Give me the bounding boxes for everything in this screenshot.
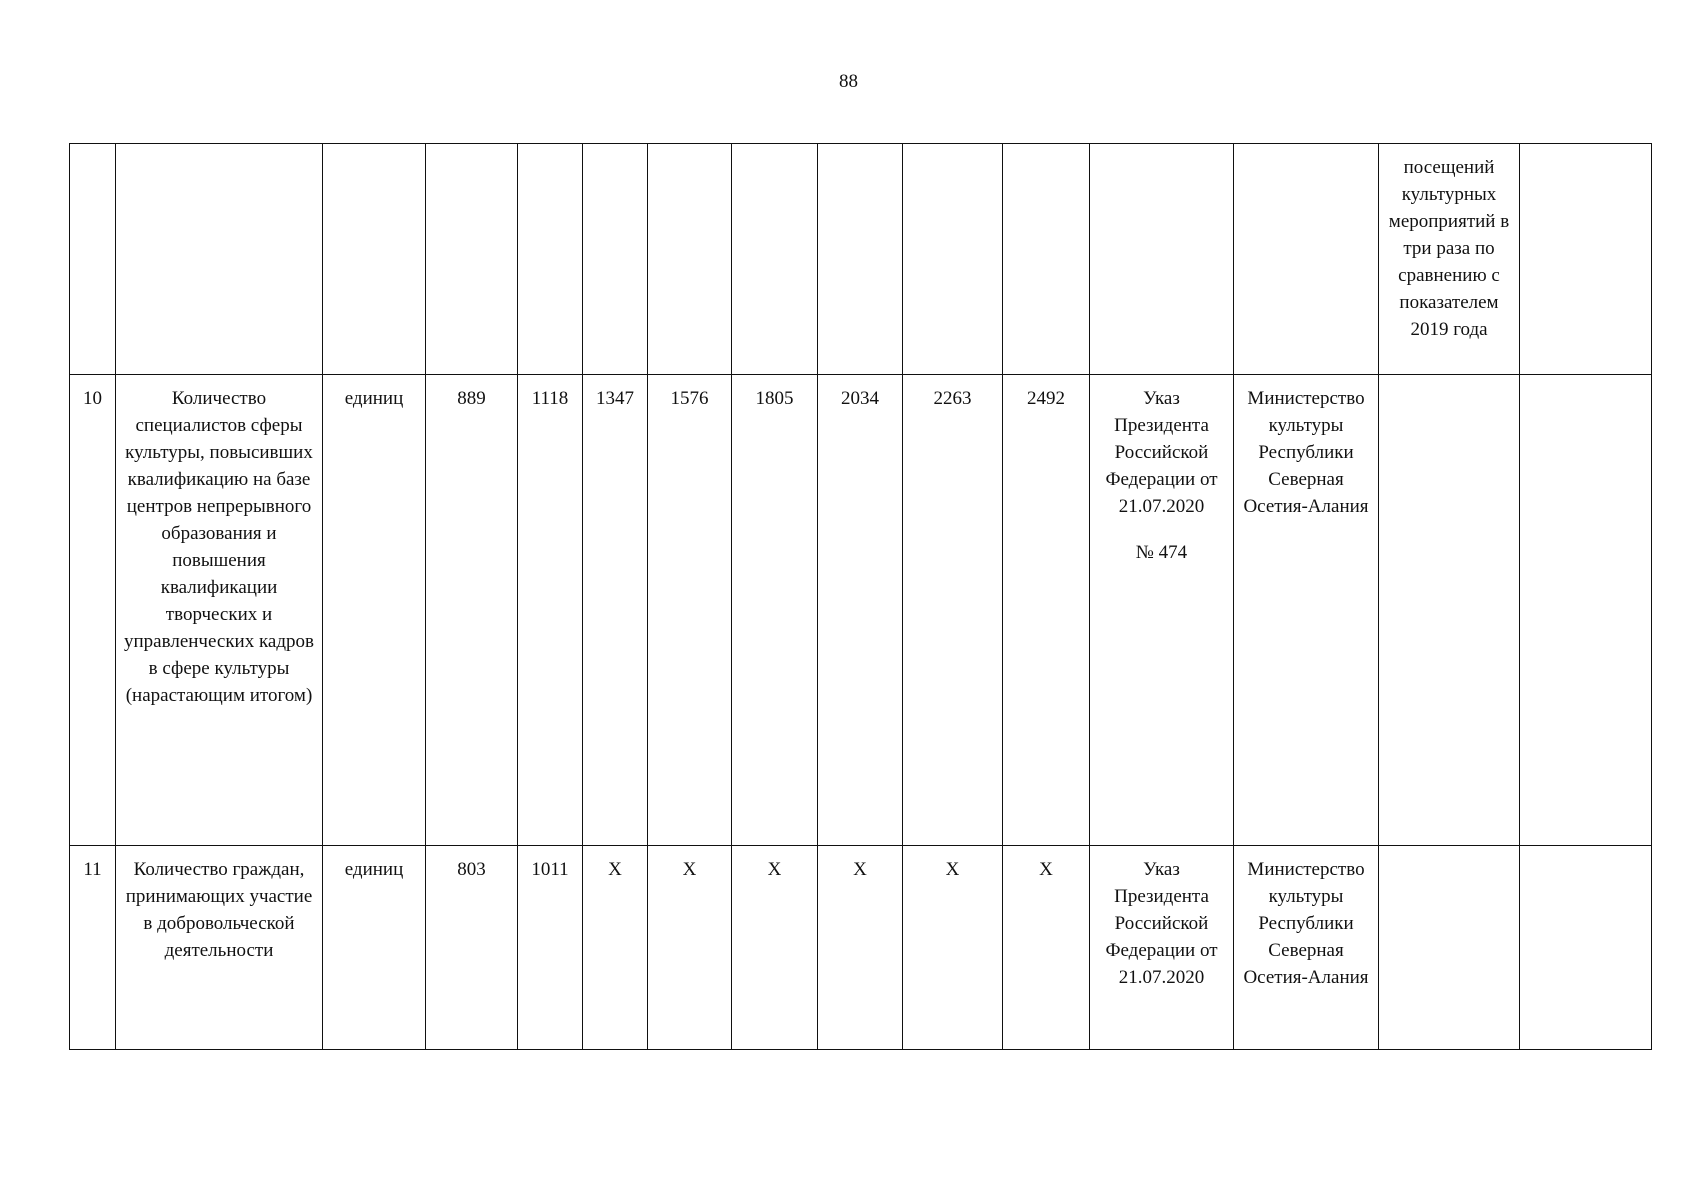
basis-number: № 474 (1135, 542, 1188, 563)
cell-index: 10 (70, 375, 116, 846)
cell-extra (1520, 144, 1652, 375)
cell-value: X (583, 846, 648, 1050)
cell-basis: Указ Президента Российской Федерации от 21.07.2020 (1090, 846, 1234, 1050)
cell-value: 2263 (903, 375, 1003, 846)
cell-value (518, 144, 583, 375)
cell-goal (1379, 846, 1520, 1050)
cell-value: 1576 (648, 375, 732, 846)
cell-value: 889 (426, 375, 518, 846)
cell-value: 1805 (732, 375, 818, 846)
cell-value: X (732, 846, 818, 1050)
cell-value (818, 144, 903, 375)
cell-value (903, 144, 1003, 375)
basis-text: Указ Президента Российской Федерации от 21.07.2020 (1105, 388, 1218, 517)
table-row-continuation (70, 144, 1652, 375)
cell-value (1003, 144, 1090, 375)
indicators-table (69, 143, 1652, 1050)
cell-value: X (903, 846, 1003, 1050)
cell-value (426, 144, 518, 375)
table-row (70, 846, 1652, 1050)
page-number: 88 (839, 71, 858, 92)
cell-responsible: Министерство культуры Республики Северная Осетия-Алания (1234, 375, 1379, 846)
cell-value: 1347 (583, 375, 648, 846)
cell-basis (1090, 144, 1234, 375)
cell-value: X (1003, 846, 1090, 1050)
cell-indicator (116, 144, 323, 375)
cell-extra (1520, 846, 1652, 1050)
cell-goal (1379, 375, 1520, 846)
cell-unit (323, 144, 426, 375)
cell-basis (1090, 375, 1234, 846)
cell-extra (1520, 375, 1652, 846)
cell-value: 803 (426, 846, 518, 1050)
cell-value: 1011 (518, 846, 583, 1050)
cell-value: 1118 (518, 375, 583, 846)
cell-value (732, 144, 818, 375)
cell-index (70, 144, 116, 375)
cell-value (648, 144, 732, 375)
cell-goal: посещений культурных мероприятий в три раза по сравнению с показателем 2019 года (1379, 144, 1520, 375)
cell-index: 11 (70, 846, 116, 1050)
cell-value (583, 144, 648, 375)
cell-unit: единиц (323, 375, 426, 846)
table-row (70, 375, 1652, 846)
cell-indicator: Количество специалистов сферы культуры, повысивших квалификацию на базе центров непрерывного образования и повышения квалификации творческих и управленческих кадров в сфере культуры (нарастающим итогом) (116, 375, 323, 846)
cell-unit: единиц (323, 846, 426, 1050)
cell-value: X (818, 846, 903, 1050)
cell-value: X (648, 846, 732, 1050)
cell-value: 2034 (818, 375, 903, 846)
cell-indicator: Количество граждан, принимающих участие в добровольческой деятельности (116, 846, 323, 1050)
cell-responsible (1234, 144, 1379, 375)
cell-responsible: Министерство культуры Республики Северная Осетия-Алания (1234, 846, 1379, 1050)
cell-value: 2492 (1003, 375, 1090, 846)
